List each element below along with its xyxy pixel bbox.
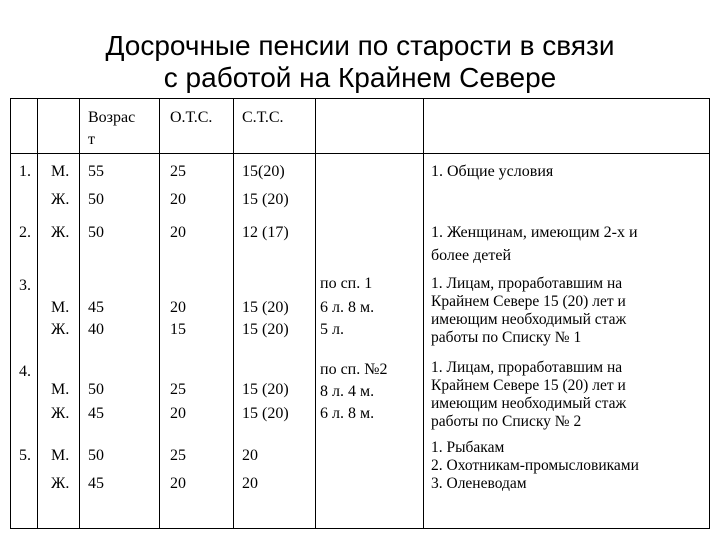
title-line-2: с работой на Крайнем Севере xyxy=(163,62,557,93)
condition-line: Крайнем Севере 15 (20) лет и xyxy=(431,377,626,394)
sts-female: 12 (17) xyxy=(242,224,289,241)
list-note-female: 6 л. 8 м. xyxy=(320,405,375,422)
age-female: 50 xyxy=(88,224,104,241)
age-female: 45 xyxy=(88,475,104,492)
ots-male: 25 xyxy=(170,447,186,464)
sex-male: М. xyxy=(51,163,70,180)
list-note-male: 6 л. 8 м. xyxy=(320,299,375,316)
age-male: 45 xyxy=(88,299,104,316)
sts-female: 15 (20) xyxy=(242,191,289,208)
sts-female: 15 (20) xyxy=(242,405,289,422)
age-male: 55 xyxy=(88,163,104,180)
col-divider-cond xyxy=(423,99,424,528)
row-number: 4. xyxy=(19,363,31,380)
header-age-line-2: т xyxy=(88,131,95,148)
list-note-title: по сп. №2 xyxy=(320,361,388,378)
ots-female: 20 xyxy=(170,405,186,422)
header-sts: С.Т.С. xyxy=(242,109,284,126)
sex-female: Ж. xyxy=(51,321,70,338)
condition-line: 2. Охотникам-промысловиками xyxy=(431,457,639,474)
sts-female: 15 (20) xyxy=(242,321,289,338)
ots-male: 20 xyxy=(170,299,186,316)
col-divider-ots xyxy=(159,99,160,528)
col-divider-age xyxy=(79,99,80,528)
condition-line: 1. Рыбакам xyxy=(431,439,505,456)
sts-male: 15 (20) xyxy=(242,381,289,398)
age-female: 50 xyxy=(88,191,104,208)
title-line-1: Досрочные пенсии по старости в связи xyxy=(105,30,615,61)
condition-line: 1. Лицам, проработавшим на xyxy=(431,359,623,376)
col-divider-sex xyxy=(37,99,38,528)
list-note-male: 8 л. 4 м. xyxy=(320,383,375,400)
condition-line: 1. Женщинам, имеющим 2-х и xyxy=(431,224,638,241)
list-note-title: по сп. 1 xyxy=(320,275,373,292)
condition-line: 1. Лицам, проработавшим на xyxy=(431,275,623,292)
sex-male: М. xyxy=(51,447,70,464)
sts-female: 20 xyxy=(242,475,258,492)
age-female: 40 xyxy=(88,321,104,338)
header-ots: О.Т.С. xyxy=(170,109,213,126)
condition-line: имеющим необходимый стаж xyxy=(431,395,627,412)
ots-male: 25 xyxy=(170,381,186,398)
slide-title xyxy=(0,30,720,94)
row-number: 2. xyxy=(19,224,31,241)
header-age-line-1: Возрас xyxy=(88,109,136,126)
age-male: 50 xyxy=(88,381,104,398)
sex-male: М. xyxy=(51,381,70,398)
age-male: 50 xyxy=(88,447,104,464)
sts-male: 20 xyxy=(242,447,258,464)
condition-line: Крайнем Севере 15 (20) лет и xyxy=(431,293,626,310)
sex-female: Ж. xyxy=(51,475,70,492)
condition-line: 1. Общие условия xyxy=(431,163,554,180)
sex-female: Ж. xyxy=(51,224,70,241)
ots-male: 25 xyxy=(170,163,186,180)
ots-female: 20 xyxy=(170,191,186,208)
pension-table xyxy=(10,98,710,529)
condition-line: имеющим необходимый стаж xyxy=(431,311,627,328)
row-number: 1. xyxy=(19,163,31,180)
ots-female: 15 xyxy=(170,321,186,338)
row-number: 3. xyxy=(19,277,31,294)
sex-female: Ж. xyxy=(51,191,70,208)
condition-line: более детей xyxy=(431,247,512,264)
col-divider-note xyxy=(315,99,316,528)
row-number: 5. xyxy=(19,447,31,464)
sts-male: 15 (20) xyxy=(242,299,289,316)
sex-female: Ж. xyxy=(51,405,70,422)
col-divider-sts xyxy=(233,99,234,528)
condition-line: работы по Списку № 2 xyxy=(431,413,582,430)
header-divider xyxy=(11,153,709,154)
ots-female: 20 xyxy=(170,224,186,241)
ots-female: 20 xyxy=(170,475,186,492)
sex-male: М. xyxy=(51,299,70,316)
age-female: 45 xyxy=(88,405,104,422)
condition-line: работы по Списку № 1 xyxy=(431,329,582,346)
list-note-female: 5 л. xyxy=(320,321,344,338)
sts-male: 15(20) xyxy=(242,163,285,180)
condition-line: 3. Оленеводам xyxy=(431,475,527,492)
